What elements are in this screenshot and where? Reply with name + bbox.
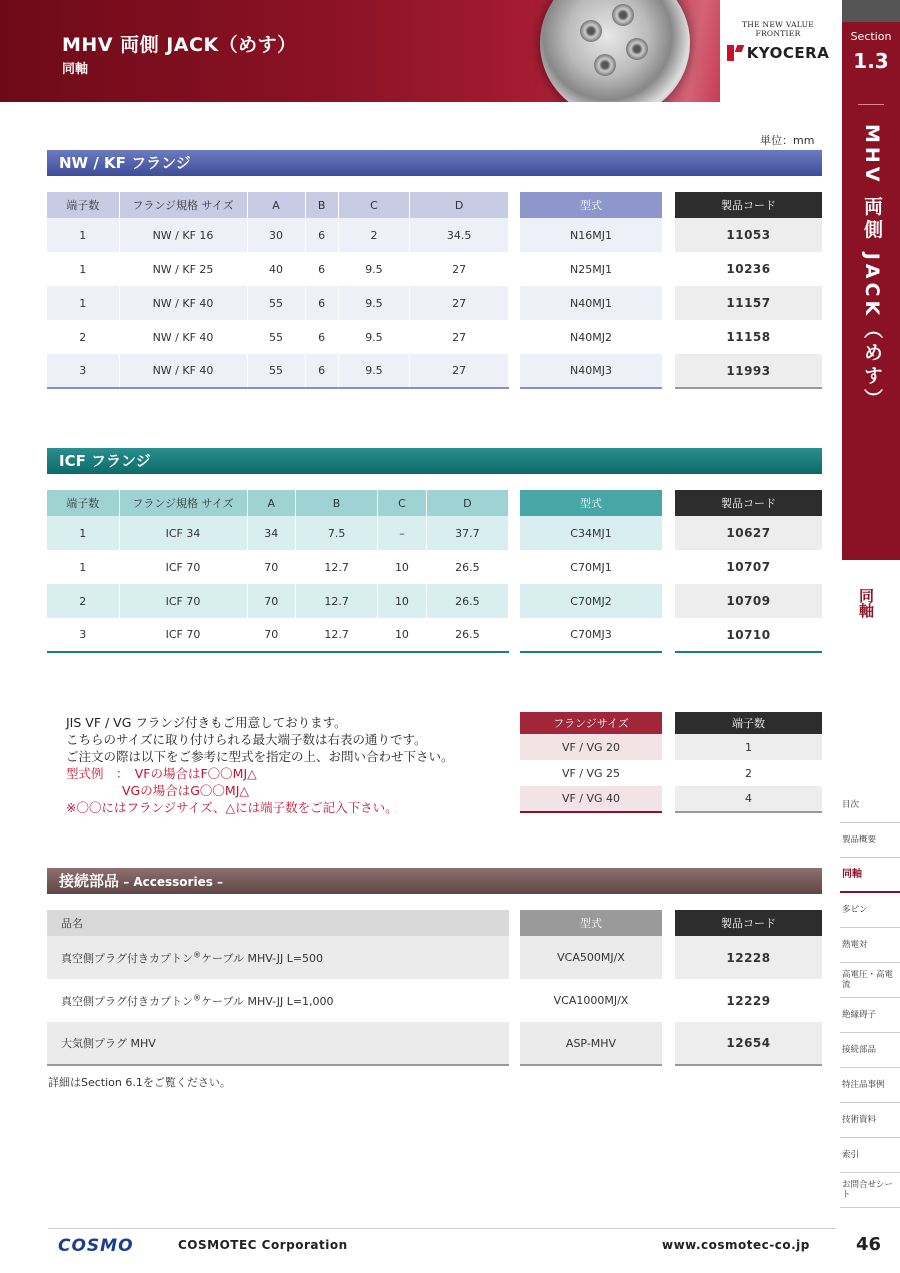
pins-cell: 1 [47,286,119,320]
table-row [675,286,822,320]
nav-item[interactable]: 絶縁碍子 [840,998,900,1033]
dim-c-cell: 2 [338,218,410,252]
footer-corporation: COSMOTEC Corporation [178,1238,348,1252]
table-row [520,979,662,1022]
dim-d-cell: 27 [410,320,509,354]
footer-divider [48,1228,836,1229]
col-header: A [247,490,295,516]
nav-item[interactable]: 特注品事例 [840,1068,900,1103]
nav-item[interactable]: 同軸 [840,858,900,893]
col-header: B [295,490,377,516]
rail-divider [858,104,884,105]
flange-cell: NW / KF 25 [119,252,247,286]
section-nav [840,788,900,1208]
pins-cell: 1 [47,516,119,550]
dim-b-cell: 6 [305,354,338,388]
table-row [520,252,662,286]
model-cell: N16MJ1 [520,218,662,252]
nav-item[interactable]: 目次 [840,788,900,823]
dim-d-cell: 27 [410,252,509,286]
product-code-cell: 11157 [675,286,822,320]
dim-c-cell: 9.5 [338,286,410,320]
col-header: フランジ規格 サイズ [119,490,247,516]
table-row [47,354,509,388]
accessories-code-table [675,910,822,1066]
col-header: D [426,490,508,516]
dim-c-cell: 9.5 [338,354,410,388]
product-code-cell: 10627 [675,516,822,550]
nav-item[interactable]: 高電圧・高電流 [840,963,900,998]
dim-d-cell: 26.5 [426,584,508,618]
flange-cell: NW / KF 40 [119,286,247,320]
col-header: フランジ規格 サイズ [119,192,247,218]
table-row [675,550,822,584]
col-header: フランジサイズ [520,712,662,734]
table-row [675,584,822,618]
registered-mark: ® [193,992,201,1002]
col-header: 端子数 [47,192,119,218]
col-header: 製品コード [675,910,822,936]
flange-cell: ICF 34 [119,516,247,550]
product-code-cell: 10707 [726,560,771,574]
kyocera-logo-icon [727,45,743,61]
dim-c-cell: 10 [378,618,426,652]
dim-a-cell: 55 [247,286,305,320]
section-label: Section [850,30,892,43]
page-title: MHV 両側 JACK（めす） [62,34,297,56]
col-header: C [338,192,410,218]
nw-section-header: NW / KF フランジ [47,150,822,176]
dim-a-cell: 70 [247,584,295,618]
flange-size-cell: VF / VG 25 [561,766,621,780]
product-name-cell [47,936,509,979]
unit-label: 単位：mm [760,134,815,147]
dim-a-cell: 34 [247,516,295,550]
nw-code-table [675,192,822,389]
table-row [675,734,822,760]
nav-item[interactable]: 熱電対 [840,928,900,963]
dim-d-cell: 34.5 [410,218,509,252]
nw-spec-table [47,192,509,389]
table-row [520,550,662,584]
col-header: D [410,192,509,218]
rail-category: 同軸 [857,588,875,618]
table-row [520,584,662,618]
product-code-cell: 10709 [675,584,822,618]
registered-mark: ® [193,949,201,959]
table-row [675,936,822,979]
model-cell: N40MJ3 [520,354,662,388]
table-row [520,320,662,354]
col-header: 製品コード [675,192,822,218]
table-row [47,936,509,979]
model-cell: C70MJ2 [520,584,662,618]
vf-example-note: ※〇〇にはフランジサイズ、△には端子数をご記入下さい。 [66,800,398,815]
col-header: 品名 [47,910,509,936]
dim-b-cell: 12.7 [295,618,377,652]
nav-item[interactable]: 接続部品 [840,1033,900,1068]
nw-model-table [520,192,662,389]
col-header: 端子数 [47,490,119,516]
table-row [47,1022,509,1065]
dim-a-cell: 55 [247,320,305,354]
table-row [47,286,509,320]
pins-cell: 2 [47,320,119,354]
vf-example-line: 型式例 ： VFの場合はF〇〇MJ△ [66,766,257,781]
dim-c-cell: 9.5 [338,320,410,354]
flange-cell: ICF 70 [119,550,247,584]
table-row [675,516,822,550]
table-row [675,218,822,252]
dim-a-cell: 70 [247,550,295,584]
pins-cell: 1 [47,218,119,252]
product-code-cell: 12229 [726,993,771,1008]
table-row [520,760,662,786]
product-code-cell: 11993 [675,354,822,388]
product-name-cell [47,979,509,1022]
flange-cell: NW / KF 40 [119,354,247,388]
icf-model-table [520,490,662,653]
page-header [0,0,720,102]
model-cell: N40MJ1 [520,286,662,320]
dim-c-cell: 9.5 [338,252,410,286]
dim-a-cell: 55 [247,354,305,388]
table-row [520,516,662,550]
product-name-rest: ケーブル MHV-JJ L=1,000 [201,994,334,1008]
col-header: 製品コード [675,490,822,516]
dim-b-cell: 12.7 [295,550,377,584]
table-row [675,1022,822,1065]
dim-b-cell: 6 [305,286,338,320]
table-row [520,618,662,652]
rail-vertical-title: MHV 両側 JACK（めす） [861,124,883,412]
model-cell: N40MJ2 [570,330,612,344]
brand-tagline: THE NEW VALUE FRONTIER [741,20,815,38]
pins-cell: 1 [47,252,119,286]
product-name: 真空側プラグ付きカプトン [61,951,193,965]
col-header: B [305,192,338,218]
nav-item[interactable]: 製品概要 [840,823,900,858]
table-row [47,320,509,354]
dim-c-cell: 10 [378,584,426,618]
icf-spec-table [47,490,509,653]
dim-c-cell: 10 [378,550,426,584]
table-row [47,218,509,252]
dim-b-cell: 7.5 [295,516,377,550]
model-cell: C70MJ1 [570,560,612,574]
product-code-cell: 10236 [726,262,771,276]
accessories-section-header [47,868,822,894]
vf-note [66,714,454,816]
model-cell: C70MJ3 [520,618,662,652]
col-header: 型式 [520,192,662,218]
vf-size-table [520,712,662,813]
col-header: 型式 [520,490,662,516]
col-header: C [378,490,426,516]
nav-item[interactable]: 索引 [840,1138,900,1173]
model-cell: ASP-MHV [520,1022,662,1065]
table-row [520,1022,662,1065]
accessories-model-table [520,910,662,1066]
model-cell: VCA500MJ/X [520,936,662,979]
product-code-cell: 10710 [675,618,822,652]
col-header: A [247,192,305,218]
table-row [520,786,662,812]
vf-pins-table [675,712,822,813]
table-row [520,286,662,320]
connector-pin [612,4,634,26]
table-row [47,252,509,286]
table-row [520,936,662,979]
icf-code-table [675,490,822,653]
product-name-rest: ケーブル MHV-JJ L=500 [201,951,324,965]
dim-d-cell: 27 [410,286,509,320]
dim-b-cell: 6 [305,252,338,286]
table-row [520,354,662,388]
flange-cell: ICF 70 [119,584,247,618]
pins-cell: 3 [47,354,119,388]
connector-pin [594,54,616,76]
dim-a-cell: 70 [247,618,295,652]
section-box [842,22,900,104]
footer-url[interactable]: www.cosmotec-co.jp [662,1238,810,1252]
connector-pin [626,38,648,60]
table-row [47,584,509,618]
table-row [675,760,822,786]
rail-top [842,0,900,22]
accessories-title: 接続部品 [59,872,120,890]
dim-a-cell: 40 [247,252,305,286]
page-subtitle: 同軸 [62,62,89,77]
dim-d-cell: 26.5 [426,618,508,652]
icf-section-header: ICF フランジ [47,448,822,474]
flange-cell: ICF 70 [119,618,247,652]
pins-cell: 4 [675,786,822,812]
nav-item[interactable]: 多ピン [840,893,900,928]
page-number: 46 [856,1234,882,1255]
table-row [47,516,509,550]
dim-b-cell: 12.7 [295,584,377,618]
table-row [675,354,822,388]
nav-item[interactable]: 技術資料 [840,1103,900,1138]
table-row [675,320,822,354]
table-row [47,618,509,652]
cosmo-logo: COSMO [58,1236,134,1256]
connector-photo [540,0,690,102]
flange-cell: NW / KF 40 [119,320,247,354]
dim-a-cell: 30 [247,218,305,252]
product-code-cell: 12228 [675,936,822,979]
accessories-name-table [47,910,509,1066]
flange-size-cell: VF / VG 20 [520,734,662,760]
accessories-title-en: – Accessories – [119,875,224,889]
dim-c-cell: – [378,516,426,550]
table-row [520,734,662,760]
dim-b-cell: 6 [305,320,338,354]
table-row [675,786,822,812]
dim-b-cell: 6 [305,218,338,252]
connector-pin [580,20,602,42]
flange-size-cell: VF / VG 40 [520,786,662,812]
product-name-cell [47,1022,509,1065]
pins-cell: 1 [675,734,822,760]
kyocera-brand [722,20,834,62]
table-row [675,252,822,286]
product-code-cell: 12654 [675,1022,822,1065]
product-code-cell: 11158 [726,330,771,344]
model-cell: C34MJ1 [520,516,662,550]
pins-cell: 1 [47,550,119,584]
pins-cell: 2 [47,584,119,618]
product-name: 大気側プラグ MHV [61,1037,156,1050]
table-row [47,550,509,584]
brand-logo [722,44,834,62]
pins-cell: 3 [47,618,119,652]
table-row [675,979,822,1022]
table-row [520,218,662,252]
dim-d-cell: 26.5 [426,550,508,584]
section-number: 1.3 [853,49,889,73]
vf-note-line: JIS VF / VG フランジ付きもご用意しております。 [66,715,347,730]
accessories-note: 詳細はSection 6.1をご覧ください。 [48,1076,231,1089]
col-header: 型式 [520,910,662,936]
product-code-cell: 11053 [675,218,822,252]
vf-note-line: こちらのサイズに取り付けられる最大端子数は右表の通りです。 [66,732,427,747]
nav-item[interactable]: お問合せシート [840,1173,900,1208]
product-name: 真空側プラグ付きカプトン [61,994,193,1008]
model-cell: VCA1000MJ/X [553,994,629,1007]
dim-d-cell: 37.7 [426,516,508,550]
pins-cell: 2 [745,766,752,780]
col-header: 端子数 [675,712,822,734]
brand-name: KYOCERA [746,44,830,62]
model-cell: N25MJ1 [570,262,612,276]
vf-note-line: ご注文の際は以下をご参考に型式を指定の上、お問い合わせ下さい。 [66,749,454,764]
table-row [675,618,822,652]
vf-example-line: VGの場合はG〇〇MJ△ [122,783,250,798]
table-row [47,979,509,1022]
dim-d-cell: 27 [410,354,509,388]
flange-cell: NW / KF 16 [119,218,247,252]
